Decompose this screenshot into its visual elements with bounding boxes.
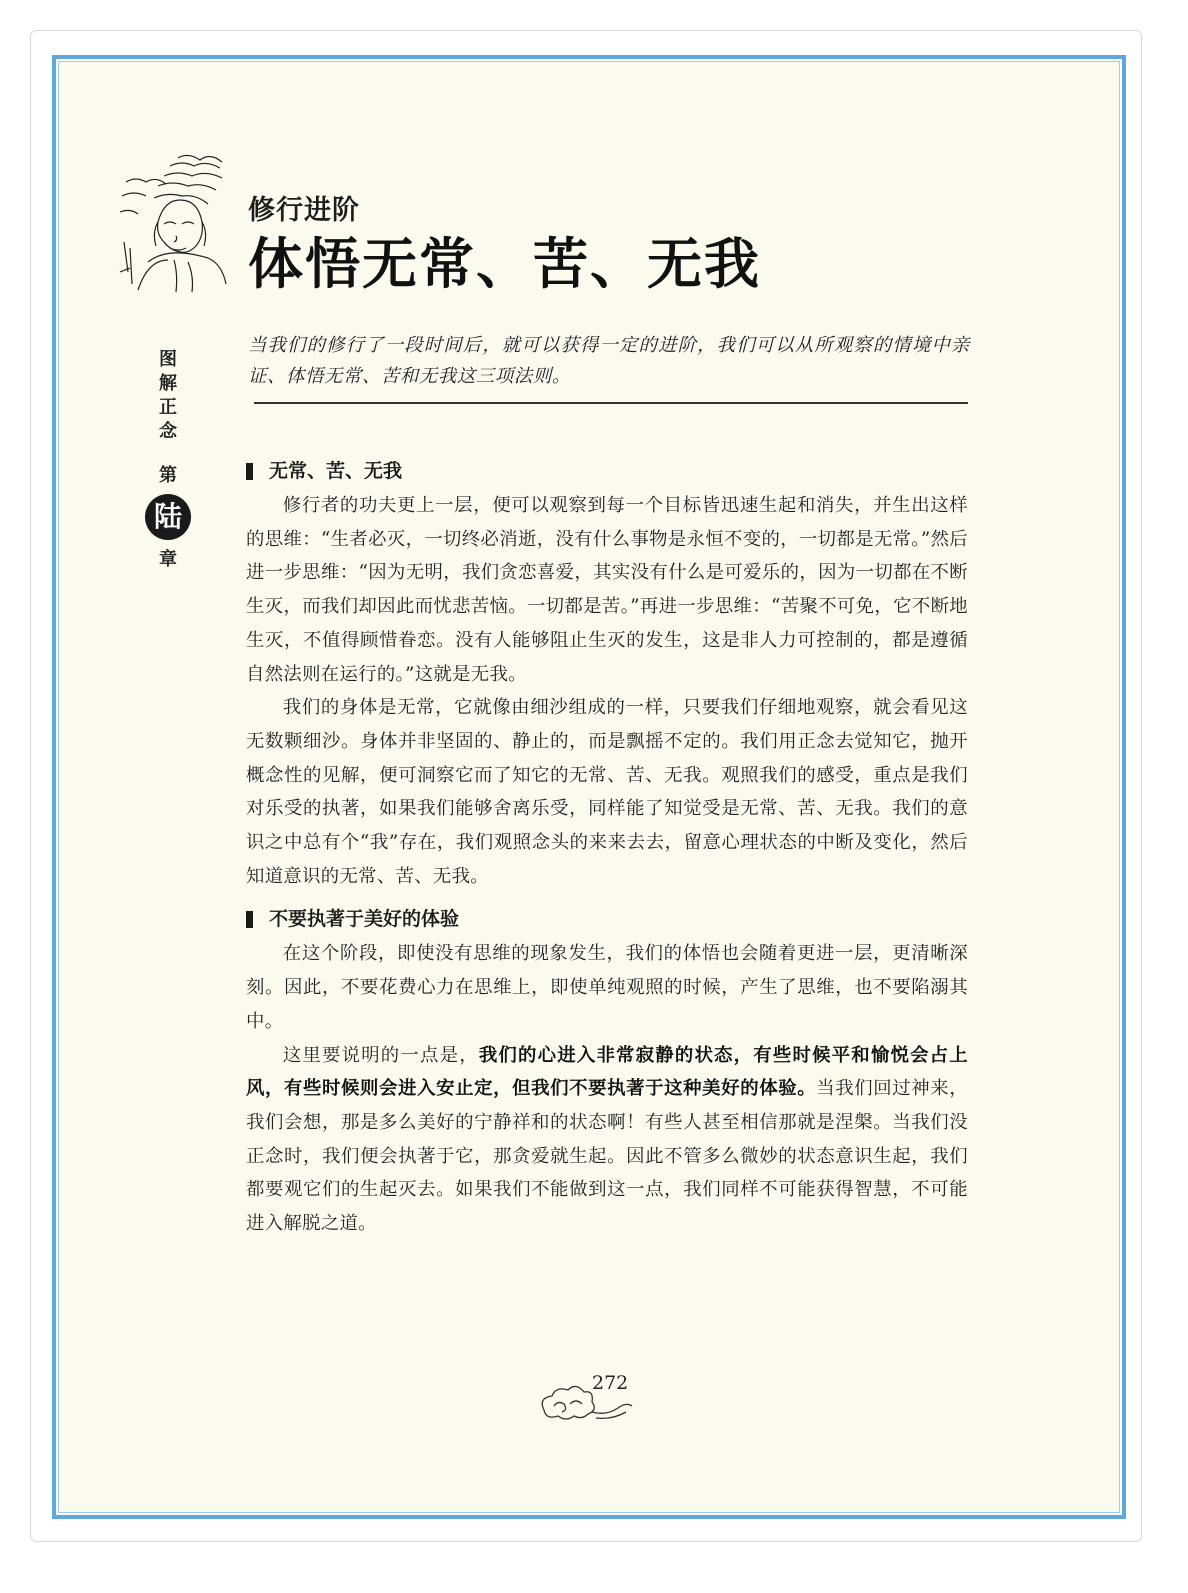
- body-content: [246, 455, 968, 1241]
- section-heading-text: 不要执著于美好的体验: [269, 908, 460, 931]
- paragraph: 在这个阶段，即使没有思维的现象发生，我们的体悟也会随着更进一层，更清晰深刻。因此，不要花费心力在思维上，即使单纯观照的时候，产生了思维，也不要陷溺其中。: [246, 943, 968, 1032]
- page-number: 272: [592, 1372, 629, 1394]
- intro-text: 当我们的修行了一段时间后，就可以获得一定的进阶，我们可以从所观察的情境中亲证、体悟无常、苦和无我这三项法则。: [248, 335, 970, 387]
- section-heading: [246, 903, 968, 935]
- buddha-illustration: [118, 152, 230, 292]
- section-heading-text: 无常、苦、无我: [269, 460, 403, 482]
- book-title-char: 图: [159, 349, 177, 370]
- heading-marker-icon: [246, 463, 253, 480]
- chapter-prefix: 第: [159, 465, 177, 486]
- divider: [254, 402, 968, 404]
- section-label: 修行进阶: [248, 195, 360, 226]
- chapter-suffix: 章: [159, 549, 177, 570]
- paragraph-end: 当我们回过神来，我们会想，那是多么美好的宁静祥和的状态啊！有些人甚至相信那就是涅槃。当我们没正念时，我们便会执著于它，那贪爱就生起。因此不管多么微妙的状态意识生起，我们都要观它们的生起灭去。如果我们不能做到这一点，我们同样不可能获得智慧，不可能进入解脱之道。: [246, 1078, 968, 1235]
- book-title-char: 正: [159, 397, 177, 418]
- paragraph: [246, 1039, 968, 1241]
- paragraph: 修行者的功夫更上一层，便可以观察到每一个目标皆迅速生起和消失，并生出这样的思维：“生者必灭，一切终必消逝，没有什么事物是永恒不变的，一切都是无常。”然后进一步思维：“因为无明，我们贪恋喜爱，其实没有什么是可爱乐的，因为一切都在不断生灭，而我们却因此而忧悲苦恼。一切都是苦。”再进一步思维：“苦聚不可免，它不断地生灭，不值得顾惜眷恋。没有人能够阻止生灭的发生，这是非人力可控制的，都是遵循自然法则在运行的。”这就是无我。: [246, 495, 968, 685]
- book-title-char: 念: [159, 421, 177, 442]
- page-title: 体悟无常、苦、无我: [248, 231, 762, 296]
- section-heading: [246, 455, 968, 487]
- chapter-sidebar: [148, 348, 188, 572]
- chapter-number-badge: 陆: [145, 494, 191, 540]
- paragraph: 我们的身体是无常，它就像由细沙组成的一样，只要我们仔细地观察，就会看见这无数颗细沙。身体并非坚固的、静止的，而是飘摇不定的。我们用正念去觉知它，抛开概念性的见解，便可洞察它而了知它的无常、苦、无我。观照我们的感受，重点是我们对乐受的执著，如果我们能够舍离乐受，同样能了知觉受是无常、苦、无我。我们的意识之中总有个“我”存在，我们观照念头的来来去去，留意心理状态的中断及变化，然后知道意识的无常、苦、无我。: [246, 697, 968, 887]
- book-title-char: 解: [159, 373, 177, 394]
- paragraph-bold-text: 我们的心进入非常寂静的状态，有些时候平和愉悦会占上风，有些时候则会进入安止定，但我们不要执著于这种美好的体验。: [246, 1044, 968, 1100]
- paragraph-start: 这里要说明的一点是，: [282, 1044, 479, 1066]
- heading-marker-icon: [246, 911, 253, 928]
